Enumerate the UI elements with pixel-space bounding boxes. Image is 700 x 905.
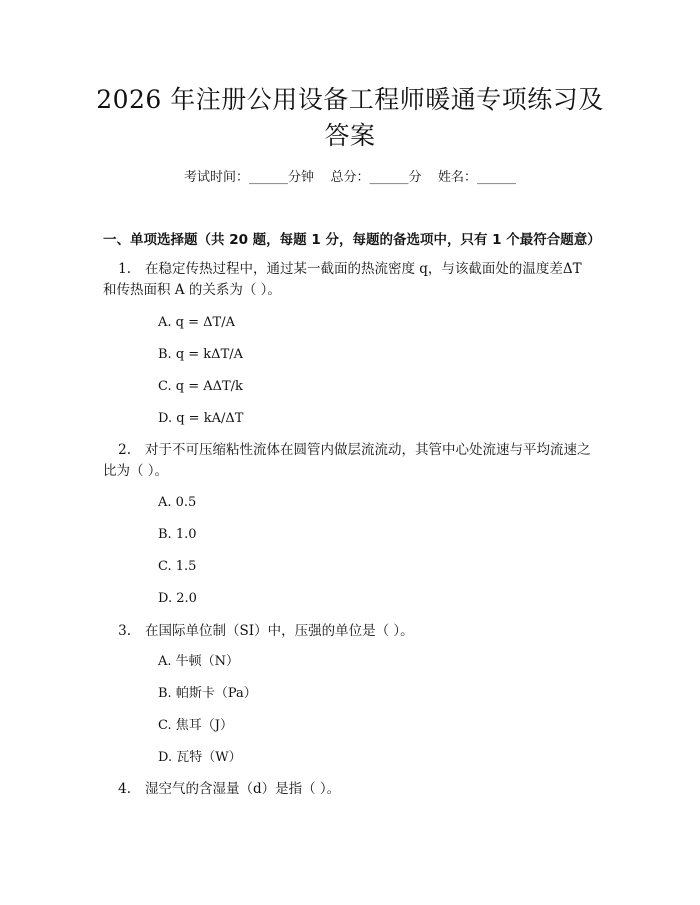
option-1d: D. q = kA/ΔT xyxy=(158,411,244,426)
option-2d: D. 2.0 xyxy=(158,591,197,606)
question-2 xyxy=(103,440,598,482)
question-text: 湿空气的含湿量（d）是指（ ）。 xyxy=(145,781,341,797)
question-4 xyxy=(103,779,598,800)
option-3a: A. 牛顿（N） xyxy=(158,654,240,669)
question-1 xyxy=(103,259,598,301)
question-number: 1. xyxy=(118,261,131,277)
question-text: 在稳定传热过程中，通过某一截面的热流密度 q，与该截面处的温度差ΔT 和传热面积 A 的关系为（ ）。 xyxy=(103,261,582,298)
option-1b: B. q = kΔT/A xyxy=(158,347,244,362)
document-title: 2026 年注册公用设备工程师暖通专项练习及答案 xyxy=(96,85,604,150)
option-1a: A. q = ΔT/A xyxy=(158,315,235,330)
question-3 xyxy=(103,621,598,642)
question-number: 4. xyxy=(118,781,131,797)
option-2b: B. 1.0 xyxy=(158,527,197,542)
exam-info-line: 考试时间：______分钟 总分：______分 姓名：______ xyxy=(183,170,517,185)
question-text: 对于不可压缩粘性流体在圆管内做层流流动，其管中心处流速与平均流速之比为（ ）。 xyxy=(103,442,591,479)
option-1c: C. q = AΔT/k xyxy=(158,379,243,394)
question-number: 3. xyxy=(118,623,131,639)
question-text: 在国际单位制（SI）中，压强的单位是（ ）。 xyxy=(145,623,414,639)
section-heading: 一、单项选择题（共 20 题，每题 1 分，每题的备选项中，只有 1 个最符合题意） xyxy=(103,232,601,248)
option-2a: A. 0.5 xyxy=(158,495,197,510)
question-number: 2. xyxy=(118,442,131,458)
option-2c: C. 1.5 xyxy=(158,559,197,574)
option-3c: C. 焦耳（J） xyxy=(158,718,233,733)
option-3d: D. 瓦特（W） xyxy=(158,750,242,765)
option-3b: B. 帕斯卡（Pa） xyxy=(158,686,257,701)
